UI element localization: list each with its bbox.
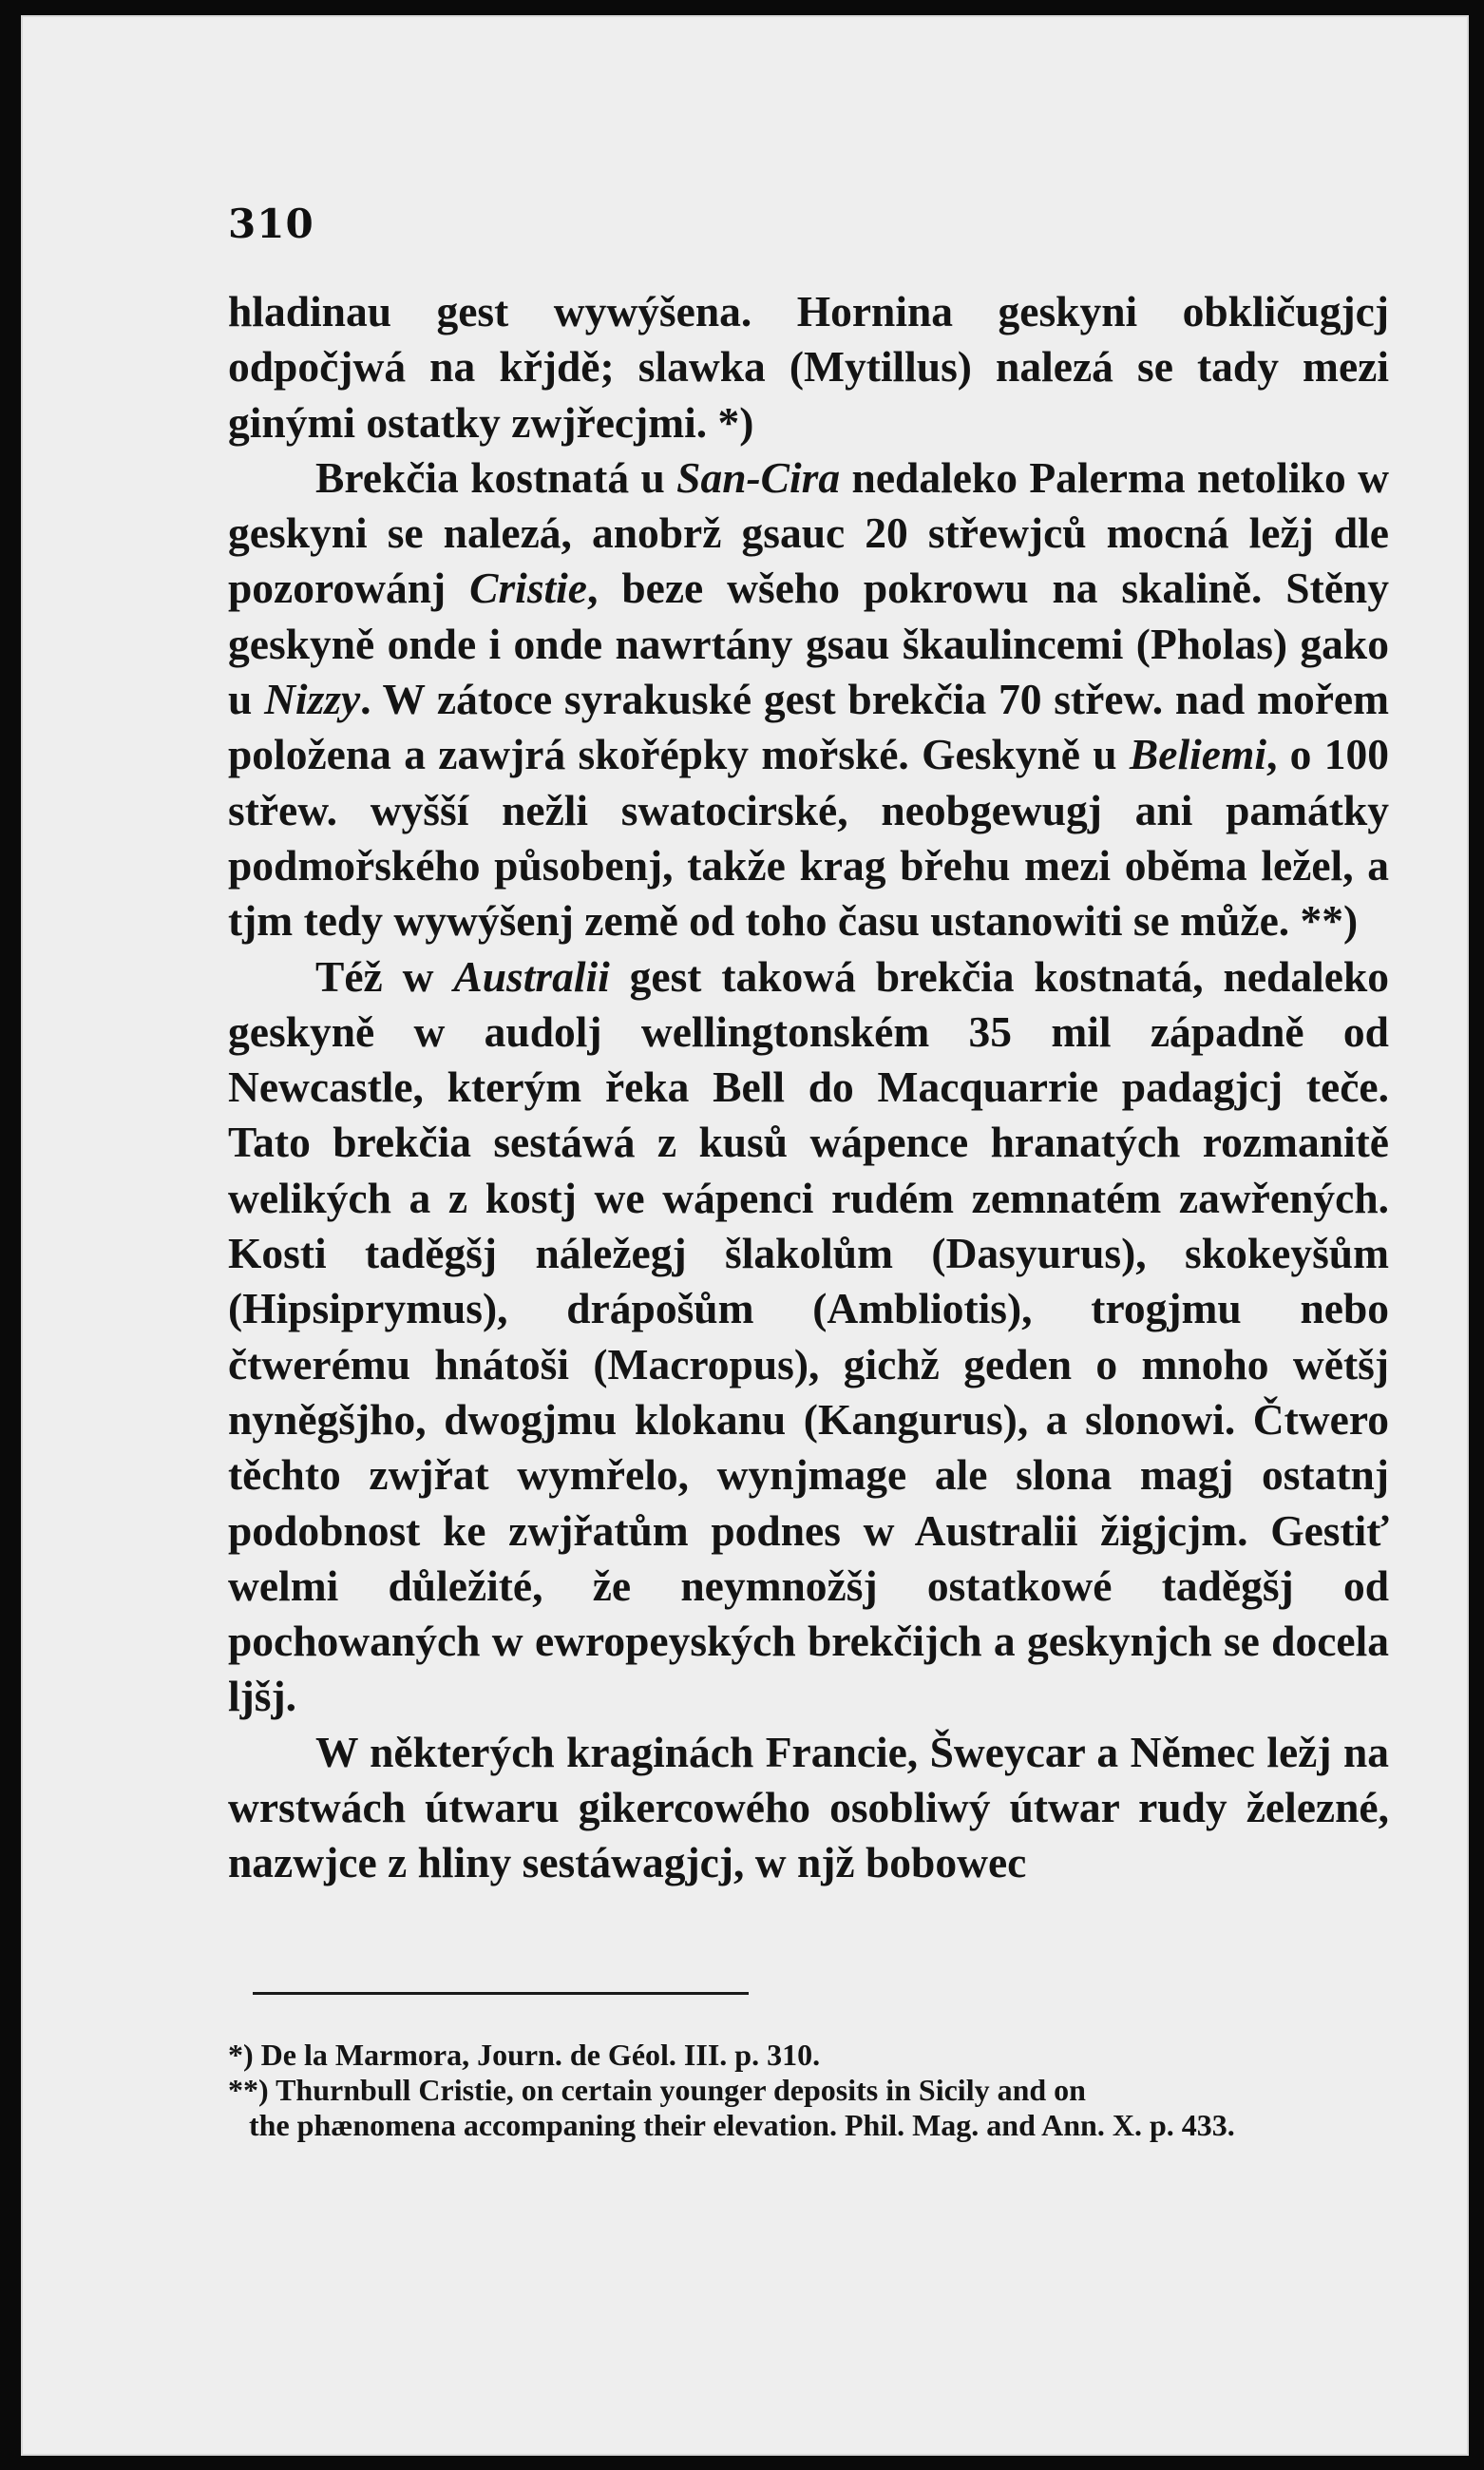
text-run: Brekčia kostnatá u	[315, 452, 677, 502]
text-run: hladinau gest wywýšena. Hornina geskyni obkličugjcj odpočjwá na křjdě; slawka (Mytillus) nalezá se tady mezi ginými ostatky zwjřecjmi. *)	[228, 287, 1389, 447]
body-text	[228, 284, 1389, 1891]
text-run: , beze wšeho pokrowu na skalině. Stěny geskyně onde i onde nawrtány gsau škaulincemi (Pholas) gako u	[228, 564, 1389, 724]
text-run: . W zátoce syrakuské gest brekčia 70 střew. nad mořem položena a zawjrá skořépky mořské. Geskyně u	[228, 675, 1389, 779]
paragraph-4	[228, 1725, 1389, 1891]
paragraph-1	[228, 284, 1389, 450]
text-run: Též w	[315, 951, 454, 1001]
footnote-divider	[253, 1992, 749, 1995]
paragraph-2	[228, 450, 1389, 949]
footnote-2-line-2: the phænomena accompaning their elevation. Phil. Mag. and Ann. X. p. 433.	[249, 2108, 1235, 2142]
footnote-2-line-1: **) Thurnbull Cristie, on certain younger deposits in Sicily and on	[228, 2073, 1086, 2107]
italic-place-name: Beliemi	[1129, 730, 1266, 779]
text-run: gest takowá brekčia kostnatá, nedaleko geskyně w audolj wellingtonském 35 mil západně od Newcastle, kterým řeka Bell do Macquarrie padagjcj teče. Tato brekčia sestáwá z kusů wápence hranatých rozmanitě welikých a z kostj we wápenci rudém zemnatém zawřených. Kosti taděgšj náležegj šlakolům (Dasyurus), skokeyšům (Hipsiprymus), drápošům (Ambliotis), trogjmu nebo čtwerému hnátoši (Macropus), gichž geden o mnoho wětšj nyněgšjho, dwogjmu klokanu (Kangurus), a slonowi. Čtwero těchto zwjřat wymřelo, wynjmage ale slona magj ostatnj podobnost ke zwjřatům podnes w Australii žigjcjm. Gestiť welmi důležité, že neymnožšj ostatkowé taděgšj od pochowaných w ewropeyských brekčijch a geskynjch se docela ljšj.	[228, 951, 1389, 1721]
footnotes	[228, 2038, 1389, 2143]
paragraph-3	[228, 949, 1389, 1725]
text-run: W některých kraginách Francie, Šweycar a Němec ležj na wrstwách útwaru gikercowého osobliwý útwar rudy železné, nazwjce z hliny sestáwagjcj, w njž bobowec	[228, 1727, 1389, 1887]
italic-place-name: Nizzy	[264, 675, 361, 724]
italic-author-name: Cristie	[469, 564, 588, 613]
italic-place-name: Australii	[453, 951, 610, 1001]
book-page	[21, 15, 1469, 2456]
text-run: , o 100 střew. wyšší nežli swatocirské, neobgewugj ani památky podmořského působenj, takže krag břehu mezi oběma ležel, a tjm tedy wywýšenj země od toho času ustanowiti se může. **)	[228, 730, 1390, 946]
footnote-1: *) De la Marmora, Journ. de Géol. III. p. 310.	[228, 2038, 821, 2072]
text-run: nedaleko Palerma netoliko w geskyni se nalezá, anobrž gsauc 20 střewjců mocná ležj dle pozorowánj	[228, 452, 1389, 613]
italic-place-name: San-Cira	[676, 452, 841, 502]
page-number: 310	[228, 201, 314, 247]
